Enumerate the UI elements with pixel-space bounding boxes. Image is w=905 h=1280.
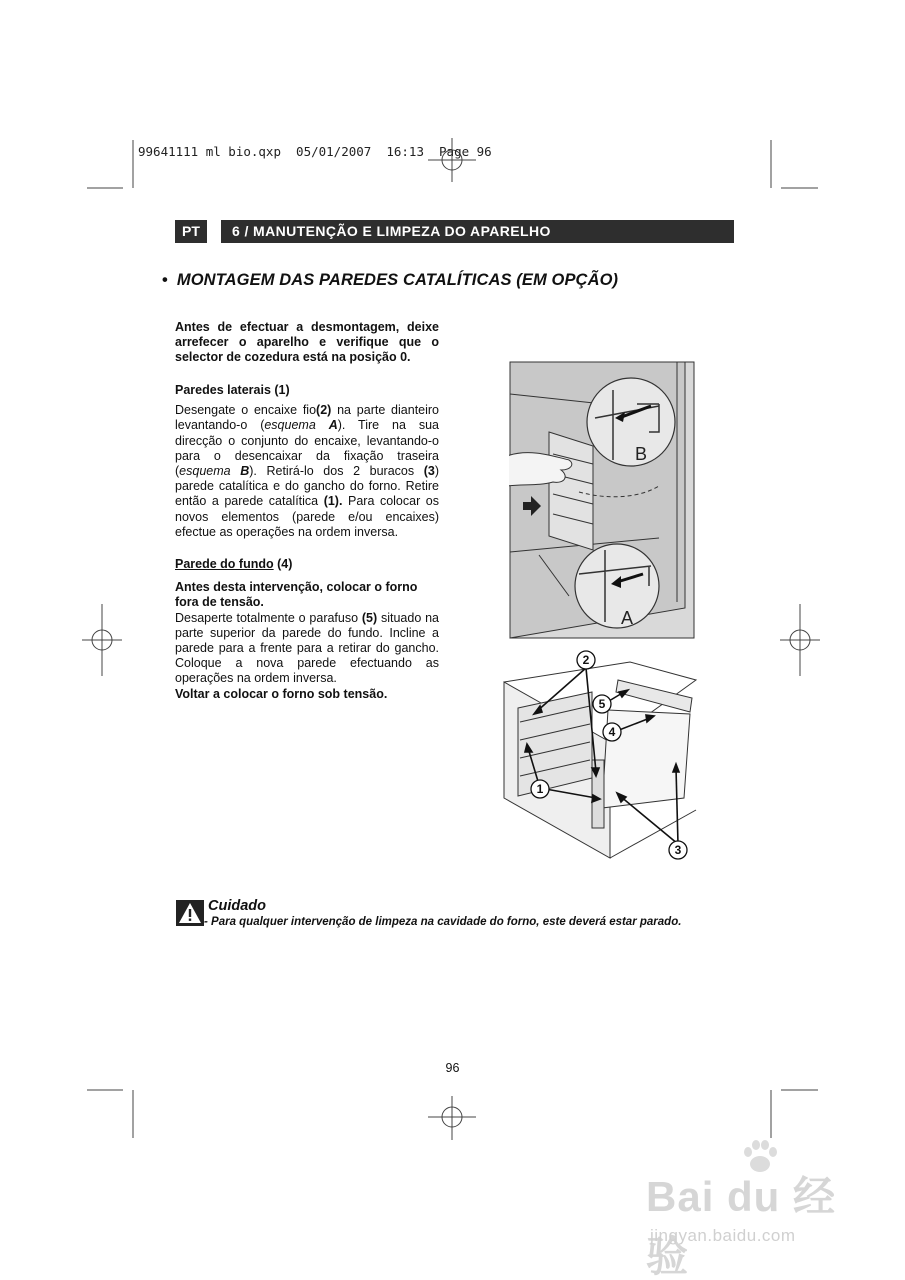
bullet: •	[162, 271, 168, 289]
text-run: (5)	[361, 610, 378, 625]
watermark	[640, 1140, 870, 1280]
section-title-text: MONTAGEM DAS PAREDES CATALÍTICAS (EM OPÇÃO)	[176, 271, 619, 289]
text-run: Parede do fundo	[175, 557, 274, 571]
intro-text: Antes de efectuar a desmontagem, deixe arrefecer o aparelho e verifique que o selector de cozedura está na posição 0.	[175, 320, 439, 365]
language-badge: PT	[175, 220, 207, 243]
callout-4: 4	[608, 725, 616, 739]
caution-title: Cuidado	[208, 898, 266, 914]
callout-5: 5	[598, 697, 606, 711]
callout-2: 2	[582, 653, 590, 667]
text-run: ). Tire na sua direcção o conjunto do encaixe, levantando-o para o desencaixar da fixação traseira (	[175, 418, 439, 479]
text-run: Para colocar os novos elementos (parede e/ou encaixes) efectue as operações na ordem inversa.	[175, 494, 439, 539]
watermark-brand: Bai du 经验	[646, 1173, 837, 1280]
fundo-final: Voltar a colocar o forno sob tensão.	[175, 686, 388, 701]
text-run: (1).	[323, 494, 343, 509]
text-run: (3	[423, 464, 435, 479]
figure-oven-parts	[500, 648, 700, 863]
text-run: B	[240, 464, 250, 479]
text-run: esquema	[264, 418, 329, 433]
text-run: na parte dianteiro levantando-o (	[175, 403, 440, 433]
section-title	[162, 271, 618, 290]
caution-text: - Para qualquer intervenção de limpeza na cavidade do forno, este deverá estar parado.	[204, 916, 682, 928]
figure-side-wall-removal	[509, 360, 695, 640]
watermark-url: jingyan.baidu.com	[650, 1226, 796, 1245]
fundo-block	[175, 557, 439, 702]
fundo-body	[175, 611, 439, 687]
text-run: Desaperte totalmente o parafuso	[175, 610, 362, 625]
callout-3: 3	[674, 843, 682, 857]
fundo-heading	[175, 557, 439, 572]
text-run: (2)	[316, 403, 332, 418]
text-run: ). Retirá-lo dos 2 buracos	[249, 464, 424, 479]
warning-icon	[176, 900, 204, 926]
callout-1: 1	[536, 782, 544, 796]
lateral-block	[175, 383, 439, 540]
fundo-warning: Antes desta intervenção, colocar o forno fora de tensão.	[175, 580, 418, 610]
text-run: Desengate o encaixe fio	[175, 403, 317, 418]
lateral-heading: Paredes laterais (1)	[175, 383, 290, 397]
text-run: esquema	[179, 464, 241, 479]
lateral-body	[175, 403, 439, 540]
text-run: situado na parte superior da parede do fundo. Incline a parede para a frente para a retirar do gancho. Coloque a nova parede efectuando as operações na ordem inversa.	[175, 610, 439, 686]
label-b: B	[635, 444, 648, 464]
chapter-title: 6 / MANUTENÇÃO E LIMPEZA DO APARELHO	[221, 220, 734, 243]
intro-paragraph	[175, 320, 439, 366]
text-run: ) parede catalítica e do gancho do forno. Retire então a parede catalítica	[175, 464, 439, 509]
text-run: (4)	[273, 557, 293, 571]
page-number: 96	[445, 1061, 460, 1075]
label-a: A	[621, 608, 634, 628]
print-slug: 99641111 ml bio.qxp 05/01/2007 16:13 Page 96	[138, 144, 492, 159]
text-run: A	[328, 418, 338, 433]
